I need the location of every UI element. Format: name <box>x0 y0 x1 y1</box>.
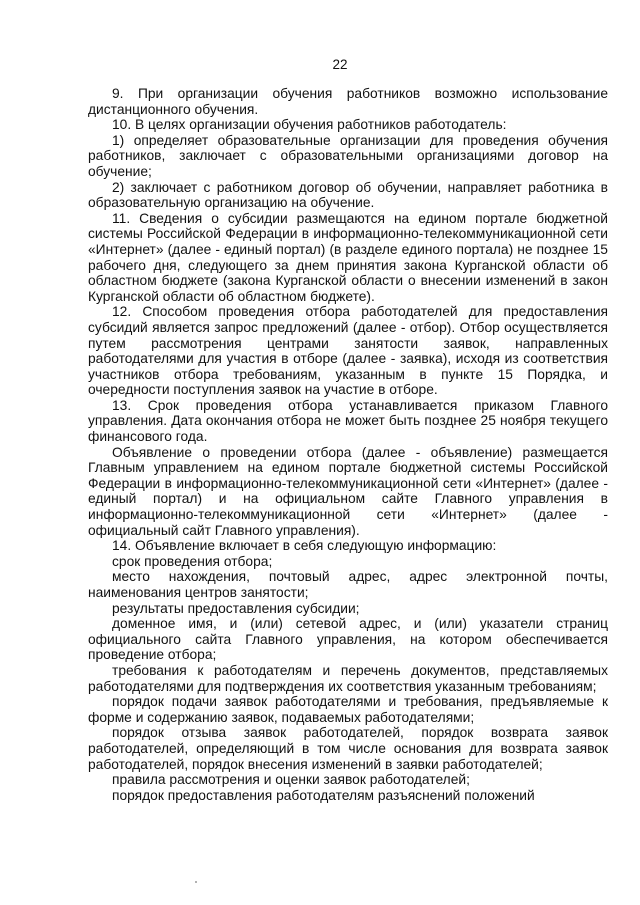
list-item: результаты предоставления субсидии; <box>112 600 360 616</box>
paragraph-14: 14. Объявление включает в себя следующую информацию: <box>112 538 497 554</box>
list-item: порядок отзыва заявок работодателей, порядок возврата заявок работодателей, определяющий в том числе основания для возврата заявок работодателей, порядок внесения изменений в заявки работодателей; <box>88 725 608 772</box>
list-item: срок проведения отбора; <box>112 553 273 569</box>
scan-speck <box>195 881 197 883</box>
paragraph-10-item-2: 2) заключает с работником договор об обучении, направляет работника в образовательную организацию на обучение. <box>88 179 608 211</box>
paragraph-10-item-1: 1) определяет образовательные организации для проведения обучения работников, заключает с образовательными организациями договор на обучение; <box>88 132 608 179</box>
list-item: доменное имя, и (или) сетевой адрес, и (или) указатели страниц официального сайта Главного управления, на котором обеспечивается проведение отбора; <box>88 616 608 663</box>
paragraph-12: 12. Способом проведения отбора работодателей для предоставления субсидий является запрос предложений (далее - отбор). Отбор осуществляется путем рассмотрения центрами занятости заявок, направленных работодателями для участия в отборе (далее - заявка), исходя из соответствия участников отбора требованиям, указанным в пункте 15 Порядка, и очередности поступления заявок на участие в отборе. <box>88 304 608 398</box>
paragraph-13-announcement: Объявление о проведении отбора (далее - объявление) размещается Главным управлением на едином портале бюджетной системы Российской Федерации в информационно-телекоммуникационной сети «Интернет» (далее - единый портал) и на официальном сайте Главного управления в информационно-телекоммуникационной сети «Интернет» (далее - официальный сайт Главного управления). <box>88 444 608 538</box>
document-body <box>88 86 608 803</box>
paragraph-13: 13. Срок проведения отбора устанавливается приказом Главного управления. Дата окончания отбора не может быть позднее 25 ноября текущего финансового года. <box>88 397 608 445</box>
list-item: место нахождения, почтовый адрес, адрес электронной почты, наименования центров занятости; <box>88 569 608 600</box>
paragraph-10: 10. В целях организации обучения работников работодатель: <box>112 117 507 133</box>
list-item: требования к работодателям и перечень документов, представляемых работодателями для подтверждения их соответствия указанным требованиям; <box>88 662 608 694</box>
paragraph-9: 9. При организации обучения работников возможно использование дистанционного обучения. <box>88 86 608 117</box>
list-item: правила рассмотрения и оценки заявок работодателей; <box>112 772 470 788</box>
page-number: 22 <box>332 57 348 72</box>
paragraph-11: 11. Сведения о субсидии размещаются на едином портале бюджетной системы Российской Федерации в информационно-телекоммуникационной сети «Интернет» (далее - единый портал) (в разделе единого портала) не позднее 15 рабочего дня, следующего за днем принятия закона Курганской области об областном бюджете (закона Курганской области о внесении изменений в закон Курганской области об областном бюджете). <box>88 210 608 304</box>
list-item: порядок подачи заявок работодателями и требования, предъявляемые к форме и содержанию заявок, подаваемых работодателями; <box>88 694 608 725</box>
list-item: порядок предоставления работодателям разъяснений положений <box>112 787 535 803</box>
